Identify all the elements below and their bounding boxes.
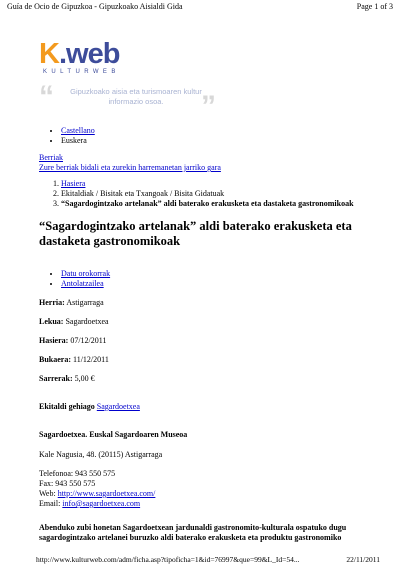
language-item <box>61 136 369 146</box>
tab-organizer[interactable]: Antolatzailea <box>61 279 104 288</box>
web-label: Web: <box>39 489 58 498</box>
logo-subtitle: KULTURWEB <box>43 69 120 75</box>
organizer-email-link[interactable]: info@sagardoetxea.com <box>62 499 141 508</box>
detail-label: Sarrerak: <box>39 374 73 383</box>
logo-wordmark <box>39 38 119 70</box>
organizer-web <box>39 489 369 499</box>
email-label: Email: <box>39 499 63 508</box>
organizer-name <box>39 430 369 440</box>
print-footer-date: 22/11/2011 <box>346 555 380 564</box>
top-links <box>39 153 369 173</box>
organizer-web-link[interactable]: http://www.sagardoetxea.com/ <box>57 489 156 498</box>
event-description: Abenduko zubi honetan Sagardoetxean jardunaldi gastronomito-kulturala ospatuko dugu sagardogintzako artelanei buruzko aldi baterako erakusketa eta produktu gastronomiko <box>39 523 347 542</box>
tab-item <box>61 279 369 289</box>
language-list <box>39 126 369 146</box>
breadcrumb-item <box>61 199 369 209</box>
news-link[interactable]: Berriak <box>39 153 63 162</box>
more-events-label: Ekitaldi gehiago <box>39 402 95 411</box>
language-item <box>61 126 369 136</box>
close-quote-icon: ” <box>201 90 216 123</box>
print-header-title: Guía de Ocio de Gipuzkoa - Gipuzkoako Aisialdi Gida <box>7 2 183 11</box>
breadcrumb-home-link[interactable]: Hasiera <box>61 179 86 188</box>
page-content <box>39 40 369 543</box>
detail-value: Sagardoetxea <box>63 317 109 326</box>
organizer-email <box>39 499 369 509</box>
detail-tabs <box>39 269 369 289</box>
print-page-number: Page 1 of 3 <box>356 2 393 11</box>
breadcrumb <box>39 179 369 209</box>
kulturweb-logo[interactable] <box>39 40 179 80</box>
detail-label: Bukaera: <box>39 355 71 364</box>
tagline-banner <box>39 80 239 123</box>
detail-label: Hasiera: <box>39 336 69 345</box>
send-news-link[interactable]: Zure berriak bidali eta zurekin harremanetan jarriko gara <box>39 163 221 172</box>
detail-start <box>39 336 369 346</box>
detail-value: 5,00 € <box>72 374 95 383</box>
breadcrumb-current: “Sagardogintzako artelanak” aldi baterako erakusketa eta dastaketa gastronomikoak <box>61 199 354 208</box>
page-title: “Sagardogintzako artelanak” aldi baterako erakusketa eta dastaketa gastronomikoak <box>39 219 352 248</box>
organizer-fax: Fax: 943 550 575 <box>39 479 96 488</box>
detail-town <box>39 298 369 308</box>
language-castellano-link[interactable]: Castellano <box>61 126 95 135</box>
print-header <box>7 2 393 11</box>
detail-label: Lekua: <box>39 317 64 326</box>
detail-price <box>39 374 369 384</box>
organizer-contact <box>39 469 369 509</box>
tab-general-data[interactable]: Datu orokorrak <box>61 269 111 278</box>
organizer-phone: Telefonoa: 943 550 575 <box>39 469 116 478</box>
more-events <box>39 402 369 412</box>
tagline-text: Gipuzkoako aisia eta turismoaren kultur informazio osoa. <box>70 87 202 106</box>
breadcrumb-item <box>61 179 369 189</box>
open-quote-icon: “ <box>39 80 54 113</box>
print-footer <box>36 555 380 564</box>
more-events-link[interactable]: Sagardoetxea <box>96 402 140 411</box>
detail-place <box>39 317 369 327</box>
tab-item <box>61 269 369 279</box>
detail-value: Astigarraga <box>64 298 104 307</box>
detail-value: 11/12/2011 <box>71 355 109 364</box>
breadcrumb-item <box>61 189 369 199</box>
organizer-address: Kale Nagusia, 48. (20115) Astigarraga <box>39 450 163 459</box>
language-euskera: Euskera <box>61 136 87 145</box>
organizer-name-text: Sagardoetxea. Euskal Sagardoaren Museoa <box>39 430 188 439</box>
breadcrumb-category: Ekitaldiak / Bisitak eta Txangoak / Bisita Gidatuak <box>61 189 225 198</box>
detail-label: Herria: <box>39 298 65 307</box>
logo-web: .web <box>58 38 120 70</box>
logo-k: K <box>39 38 59 70</box>
print-footer-url: http://www.kulturweb.com/adm/ficha.asp?tipoficha=1&id=76997&que=99&L_Id=54... <box>36 555 300 564</box>
detail-end <box>39 355 369 365</box>
detail-value: 07/12/2011 <box>68 336 107 345</box>
